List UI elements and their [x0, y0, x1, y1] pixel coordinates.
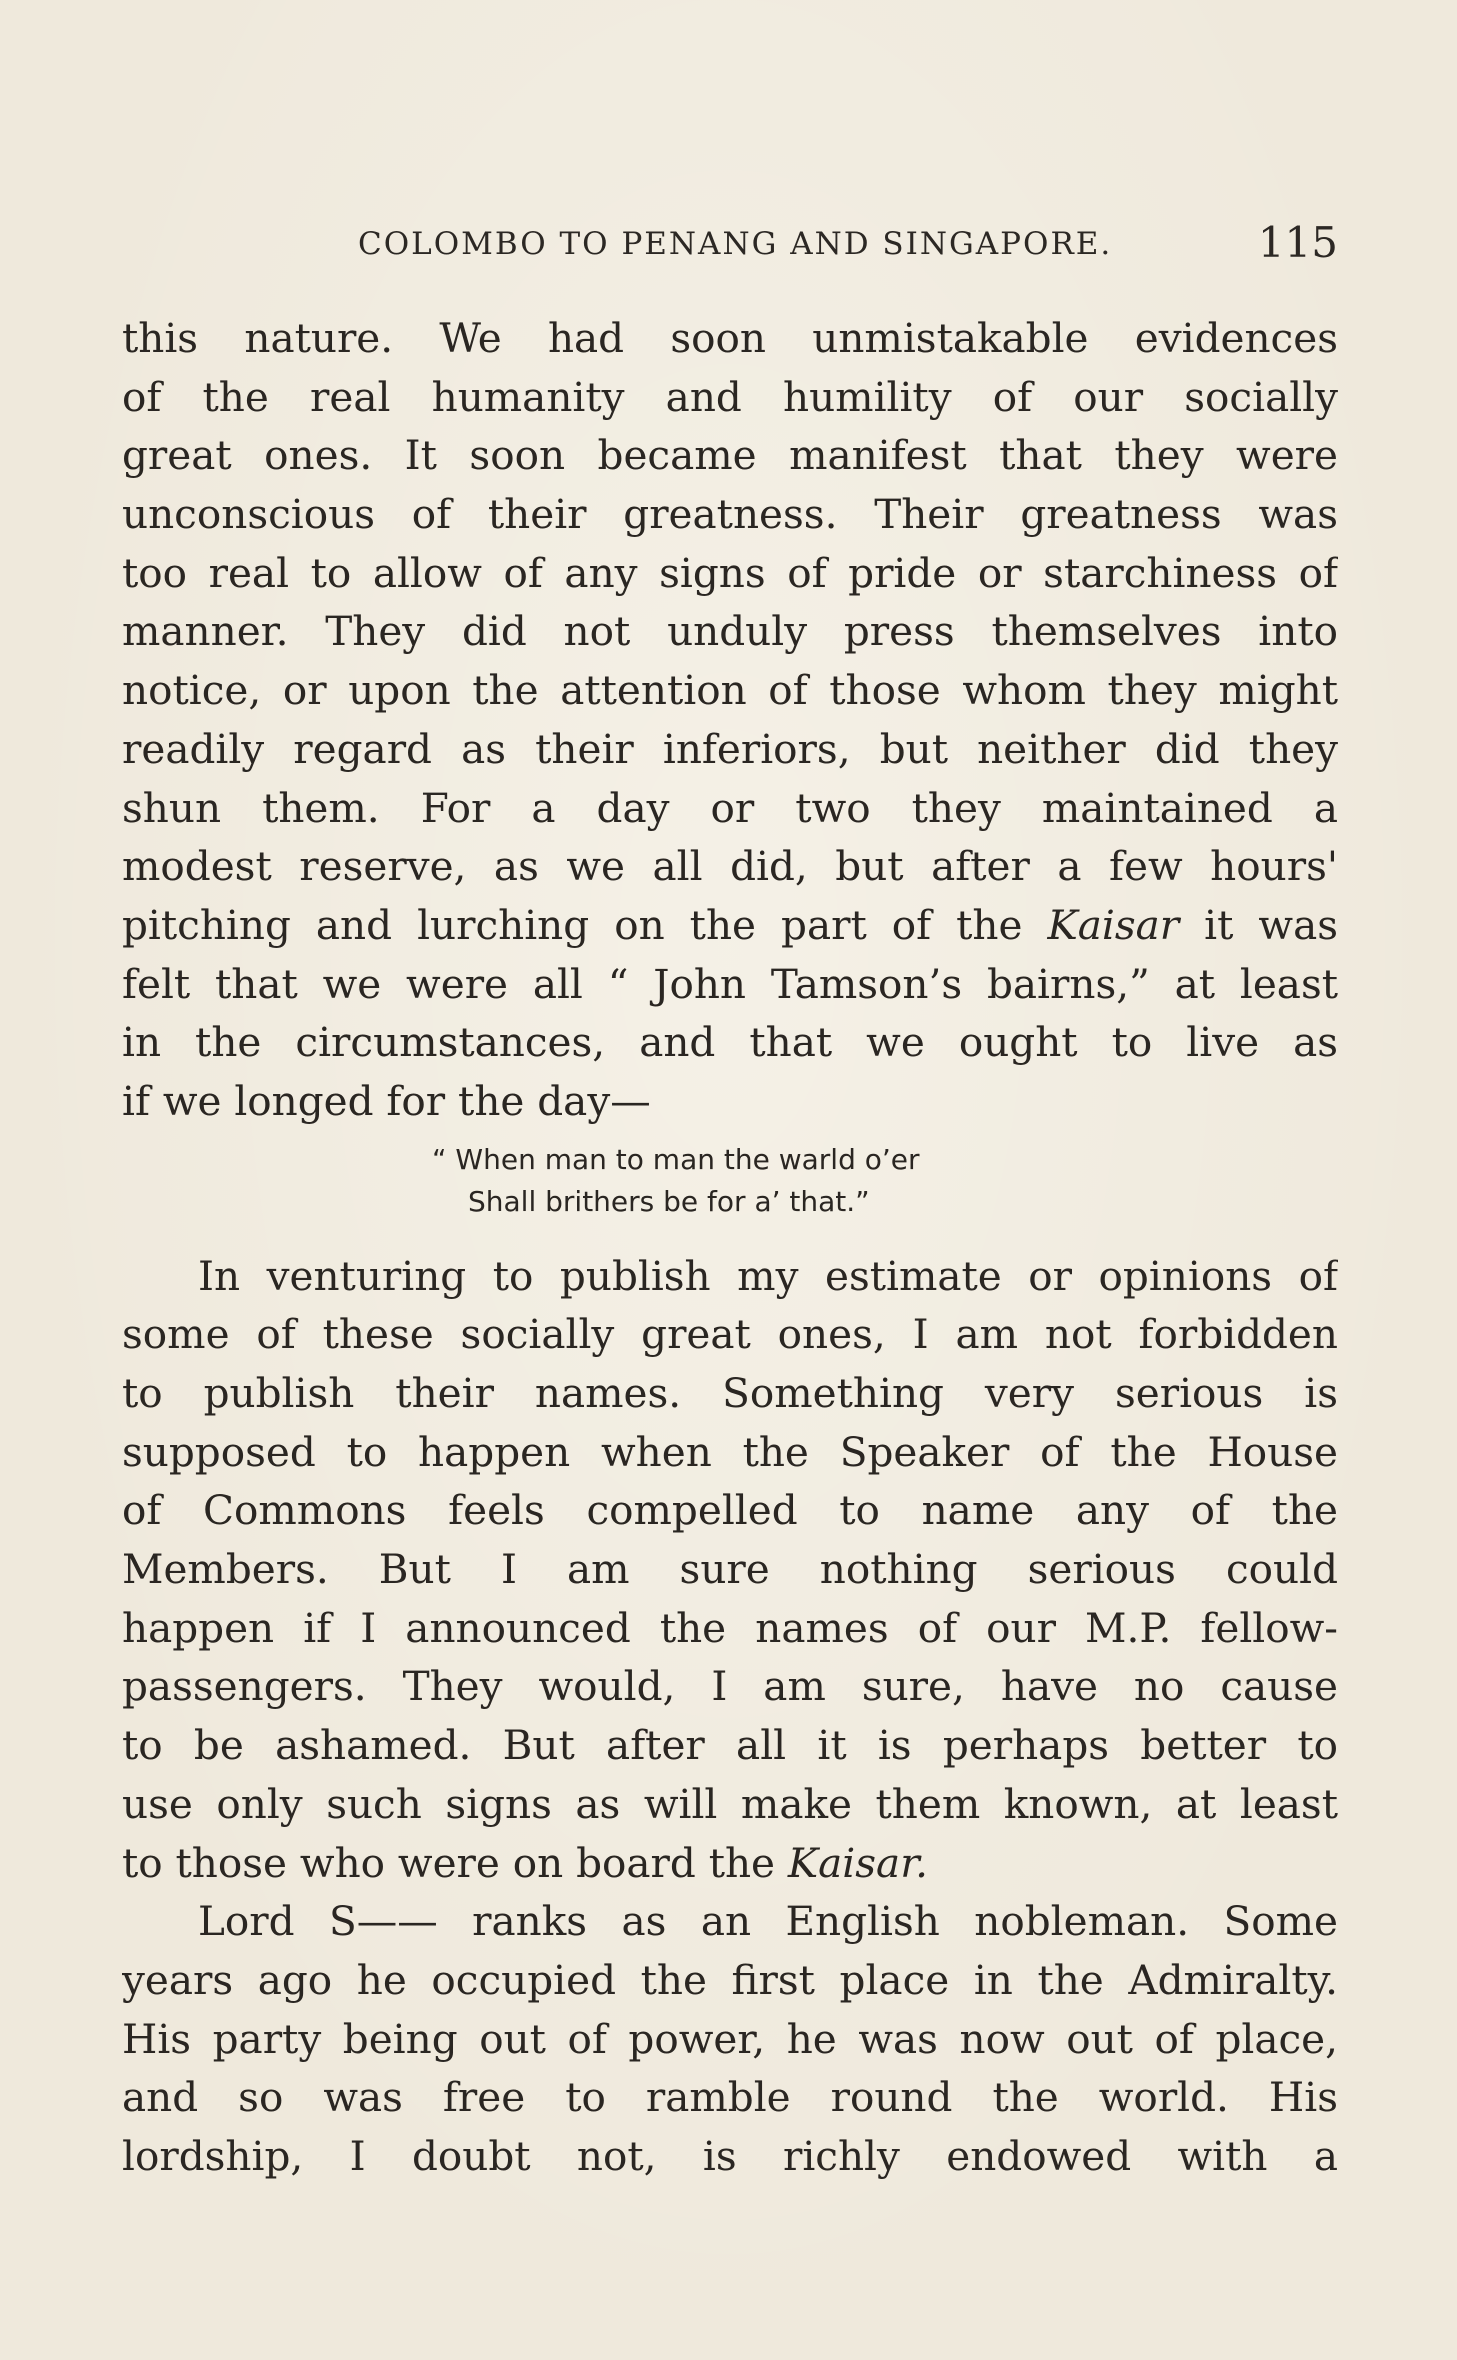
text-line: of Commons feels compelled to name any of the: [122, 1486, 1338, 1535]
running-head: [122, 218, 1338, 278]
text-line: shun them. For a day or two they maintained a: [122, 783, 1338, 832]
text-line: of the real humanity and humility of our socially: [122, 372, 1338, 421]
text-line: too real to allow of any signs of pride or starchiness of: [122, 548, 1338, 597]
text-line: in the circumstances, and that we ought to live as: [122, 1018, 1338, 1067]
text-line: to be ashamed. But after all it is perhaps better to: [122, 1721, 1338, 1770]
text-line: great ones. It soon became manifest that they were: [122, 431, 1338, 480]
text-line: passengers. They would, I am sure, have no cause: [122, 1662, 1338, 1711]
text-line: happen if I announced the names of our M.P. fellow-: [122, 1603, 1338, 1652]
ship-name: Kaisar.: [787, 1838, 928, 1887]
text-line: Members. But I am sure nothing serious could: [122, 1545, 1338, 1594]
text-line: to publish their names. Something very serious is: [122, 1369, 1338, 1417]
text-line: some of these socially great ones, I am not forbidden: [122, 1310, 1338, 1359]
verse-line: Shall brithers be for a’ that.”: [468, 1184, 870, 1218]
text-line: if we longed for the day—: [122, 1076, 651, 1125]
text-line: readily regard as their inferiors, but neither did they: [122, 724, 1338, 773]
text-line: In venturing to publish my estimate or opinions of: [198, 1251, 1338, 1300]
text-line: lordship, I doubt not, is richly endowed with a: [122, 2131, 1338, 2180]
body-text: [122, 309, 1338, 2186]
text-line-with-ship-name: [122, 1834, 1338, 1893]
text-line: supposed to happen when the Speaker of the House: [122, 1427, 1338, 1476]
text-segment: it was: [1204, 900, 1338, 949]
text-line: His party being out of power, he was now out of place,: [122, 2014, 1338, 2063]
text-segment: pitching and lurching on the part of the: [122, 900, 1023, 949]
text-line: and so was free to ramble round the world. His: [122, 2073, 1338, 2122]
running-title: COLOMBO TO PENANG AND SINGAPORE.: [358, 226, 1113, 262]
text-line-with-ship-name: [122, 896, 1338, 955]
text-line: unconscious of their greatness. Their greatness was: [122, 490, 1338, 539]
ship-name: Kaisar: [1047, 900, 1180, 949]
text-line: use only such signs as will make them known, at least: [122, 1779, 1338, 1828]
text-line: manner. They did not unduly press themselves into: [122, 607, 1338, 656]
text-line: modest reserve, as we all did, but after a few hours': [122, 842, 1338, 891]
verse-quotation: [122, 1139, 1338, 1247]
text-line: Lord S—— ranks as an English nobleman. Some: [198, 1897, 1338, 1946]
text-line: years ago he occupied the first place in the Admiralty.: [122, 1955, 1338, 2004]
text-line: notice, or upon the attention of those whom they might: [122, 666, 1338, 715]
text-line: felt that we were all “ John Tamson’s bairns,” at least: [122, 959, 1338, 1008]
text-segment: to those who were on board the: [122, 1838, 776, 1887]
page-number: 115: [1257, 218, 1338, 267]
text-line: this nature. We had soon unmistakable evidences: [122, 314, 1338, 362]
verse-line: “ When man to man the warld o’er: [432, 1142, 920, 1176]
